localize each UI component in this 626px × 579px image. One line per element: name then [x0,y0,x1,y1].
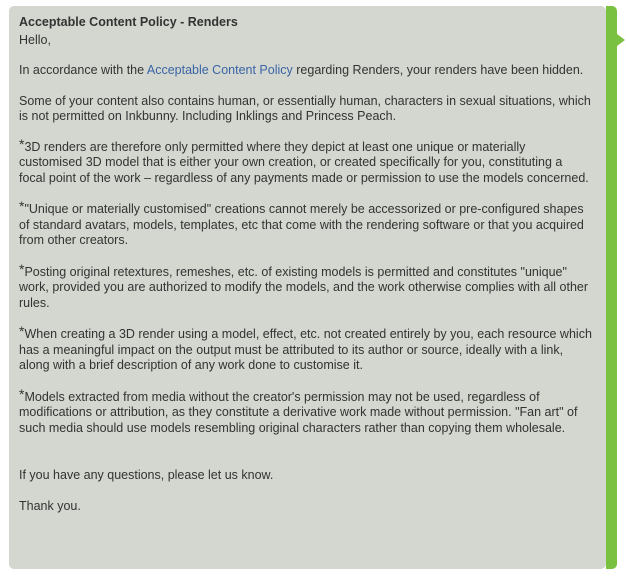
asterisk-marker: * [19,135,25,152]
asterisk-marker: * [19,260,25,277]
rule-text: Posting original retextures, remeshes, etc. of existing models is permitted and constitutes "unique" work, provided you are authorized to modify the models, and the work otherwise complies with all other rules. [19,264,589,310]
rule-paragraph [19,385,592,437]
asterisk-marker: * [19,198,25,214]
rule-text: Models extracted from media without the creator's permission may not be used, regardless of modifications or attribution, as they constitute a derivative work made without permission. "Fan art" of such media should use models resembling original characters rather than copying them wholesale. [19,389,578,435]
rule-paragraph [19,260,592,312]
asterisk-marker: * [19,385,25,402]
acceptable-content-policy-link[interactable]: Acceptable Content Policy [146,63,293,77]
violation-paragraph: Some of your content also contains human, or essentially human, characters in sexual situations, which is not permitted on Inkbunny. Including Inklings and Princess Peach. [19,93,591,123]
message-subject: Acceptable Content Policy - Renders [19,15,238,29]
message-panel [9,6,606,569]
expand-arrow-icon[interactable] [617,34,625,46]
intro-paragraph [19,63,592,79]
signoff-paragraph: Thank you. [19,498,81,513]
rule-text: When creating a 3D render using a model, effect, etc. not created entirely by you, each resource which has a meaningful impact on the output must be attributed to its author or source, ideally with a link, along with a brief description of any work done to customise it. [19,327,592,372]
intro-text-before: In accordance with the [19,63,147,77]
rule-text: 3D renders are therefore only permitted where they depict at least one unique or materially customised 3D model that is either your own creation, or created specifically for you, constituting a focal point of the work – regardless of any payments made or permission to use the models concerned. [19,139,589,185]
asterisk-marker: * [19,323,25,339]
message-greeting: Hello, [19,32,51,47]
unread-accent-bar [606,6,617,569]
rule-paragraph [19,135,592,187]
rule-paragraph [19,198,592,249]
questions-paragraph: If you have any questions, please let us know. [19,468,274,482]
intro-text-after: regarding Renders, your renders have been hidden. [292,63,584,77]
rule-text: "Unique or materially customised" creations cannot merely be accessorized or pre-configured shapes of standard avatars, models, templates, etc that come with the rendering software or that you acquired from other creators. [19,202,584,247]
spacer [19,452,592,468]
rule-paragraph [19,323,592,374]
